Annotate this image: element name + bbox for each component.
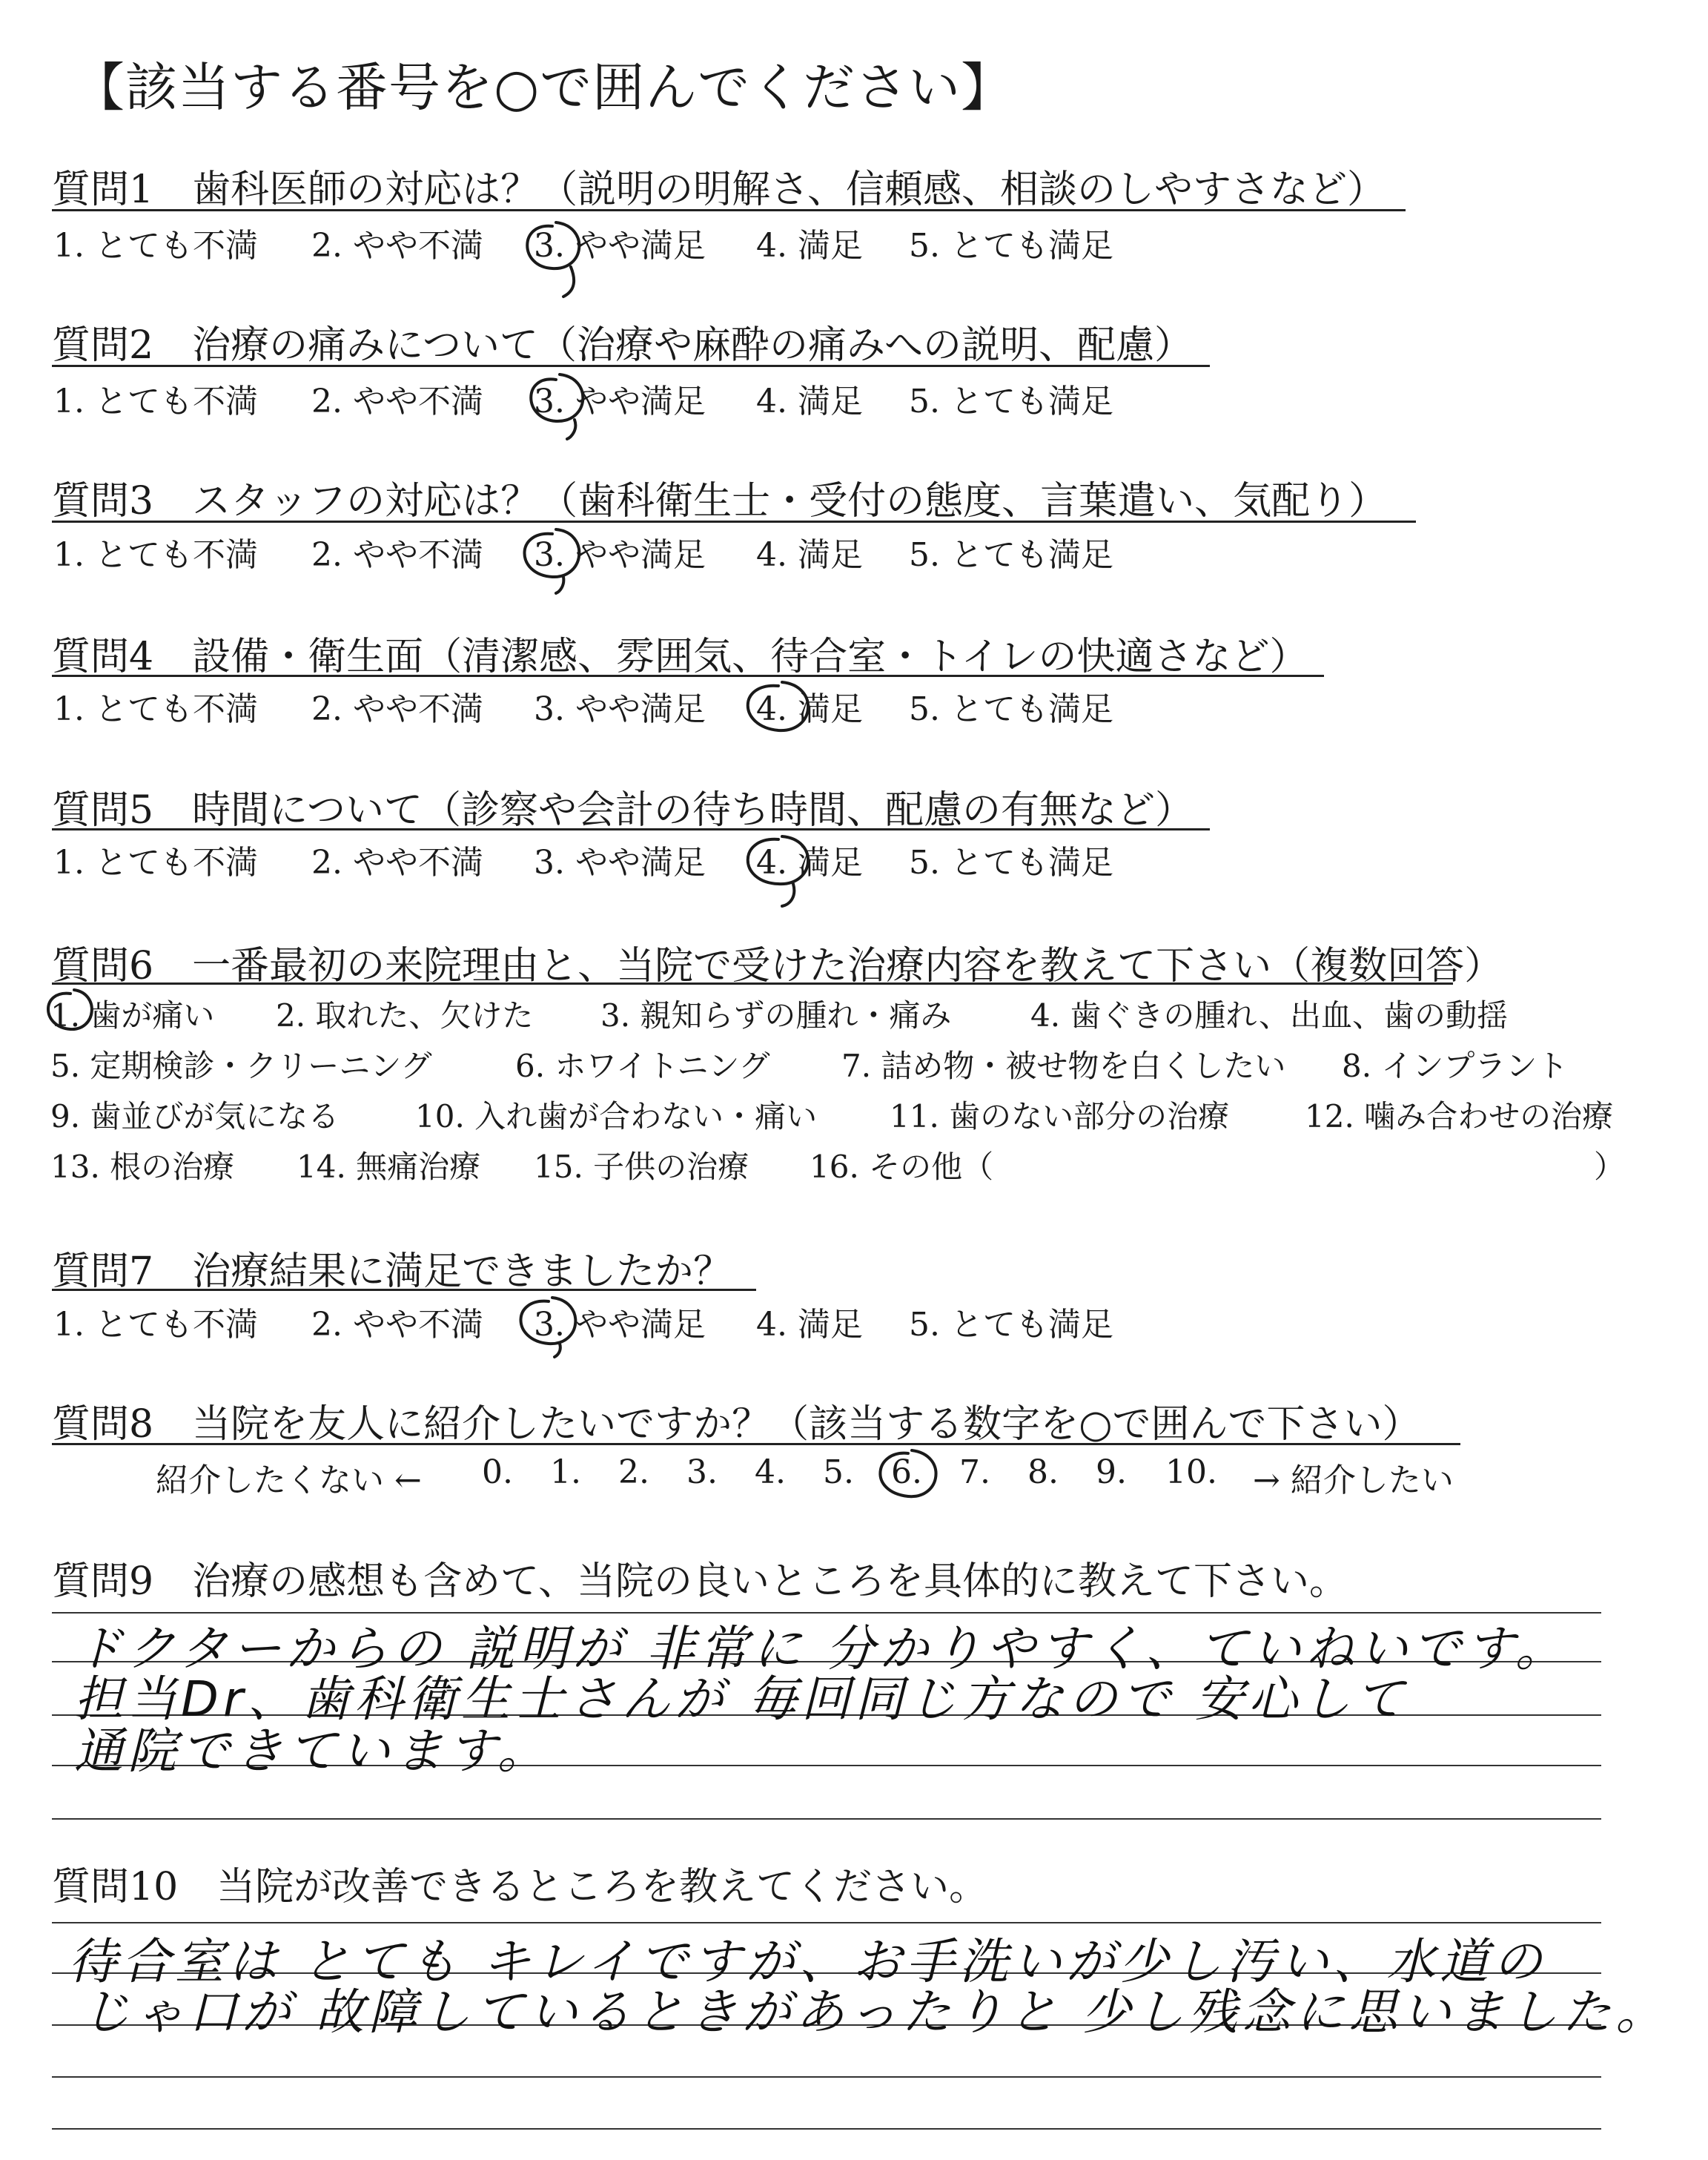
score-7[interactable]: 7.: [959, 1453, 990, 1491]
option-3[interactable]: 3. やや満足: [534, 844, 706, 882]
heading-underline: [52, 982, 1453, 985]
answer-rule: [52, 2128, 1601, 2130]
question-heading: 質問2 治療の痛みについて（治療や麻酔の痛みへの説明、配慮）: [52, 323, 1194, 368]
question-heading: 質問8 当院を友人に紹介したいですか？（該当する数字を○で囲んで下さい）: [52, 1402, 1421, 1447]
reason-11[interactable]: 11. 歯のない部分の治療: [890, 1098, 1230, 1135]
question-heading: 質問4 設備・衛生面（清潔感、雰囲気、待合室・トイレの快適さなど）: [52, 635, 1308, 679]
heading-underline: [52, 828, 1210, 830]
heading-underline: [52, 1443, 1460, 1445]
option-5[interactable]: 5. とても満足: [909, 844, 1113, 882]
option-1[interactable]: 1. とても不満: [53, 690, 258, 728]
score-6[interactable]: 6.: [891, 1453, 922, 1491]
answer-line-1[interactable]: ドクターからの 説明が 非常に 分かりやすく、ていねいです。: [74, 1620, 1569, 1677]
answer-line-3[interactable]: 通院できています。: [74, 1723, 551, 1780]
option-3[interactable]: 3. やや満足: [534, 690, 706, 728]
answer-rule: [52, 1818, 1601, 1820]
option-2[interactable]: 2. やや不満: [311, 383, 483, 420]
reason-1[interactable]: 1. 歯が痛い: [50, 997, 215, 1034]
score-4[interactable]: 4.: [755, 1453, 786, 1491]
reason-9[interactable]: 9. 歯並びが気になる: [50, 1098, 340, 1135]
heading-underline: [52, 1289, 756, 1291]
survey-title: 【該当する番号を○で囲んでください】: [73, 57, 1014, 118]
option-1[interactable]: 1. とても不満: [53, 1306, 258, 1344]
heading-underline: [52, 521, 1416, 523]
option-5[interactable]: 5. とても満足: [909, 383, 1113, 420]
option-5[interactable]: 5. とても満足: [909, 1306, 1113, 1344]
question-heading: 質問1 歯科医師の対応は？（説明の明解さ、信頼感、相談のしやすさなど）: [52, 168, 1386, 212]
option-3[interactable]: 3. やや満足: [534, 1306, 706, 1344]
score-8[interactable]: 8.: [1027, 1453, 1059, 1491]
option-2[interactable]: 2. やや不満: [311, 536, 483, 574]
score-3[interactable]: 3.: [686, 1453, 718, 1491]
reason-6[interactable]: 6. ホワイトニング: [515, 1048, 770, 1084]
reason-8[interactable]: 8. インプラント: [1342, 1048, 1569, 1084]
option-3[interactable]: 3. やや満足: [534, 536, 706, 574]
option-1[interactable]: 1. とても不満: [53, 844, 258, 882]
option-4[interactable]: 4. 満足: [756, 1306, 863, 1344]
score-0[interactable]: 0.: [482, 1453, 513, 1491]
option-3[interactable]: 3. やや満足: [534, 383, 706, 420]
reason-16[interactable]: 16. その他（: [810, 1149, 994, 1185]
question-heading: 質問3 スタッフの対応は？（歯科衛生士・受付の態度、言葉遣い、気配り）: [52, 479, 1388, 524]
option-4[interactable]: 4. 満足: [756, 844, 863, 882]
reason-7[interactable]: 7. 詰め物・被せ物を白くしたい: [841, 1048, 1286, 1084]
score-2[interactable]: 2.: [618, 1453, 649, 1491]
option-4[interactable]: 4. 満足: [756, 383, 863, 420]
option-1[interactable]: 1. とても不満: [53, 227, 258, 265]
option-1[interactable]: 1. とても不満: [53, 536, 258, 574]
answer-line-1[interactable]: 待合室は とても キレイですが、お手洗いが少し汚い、水道の: [68, 1933, 1546, 1990]
answer-rule: [52, 2076, 1601, 2078]
option-4[interactable]: 4. 満足: [756, 690, 863, 728]
option-2[interactable]: 2. やや不満: [311, 1306, 483, 1344]
score-5[interactable]: 5.: [823, 1453, 854, 1491]
heading-underline: [52, 209, 1406, 211]
option-4[interactable]: 4. 満足: [756, 536, 863, 574]
score-10[interactable]: 10.: [1165, 1453, 1217, 1491]
reason-2[interactable]: 2. 取れた、欠けた: [276, 997, 534, 1034]
reason-13[interactable]: 13. 根の治療: [50, 1149, 235, 1185]
heading-underline: [52, 675, 1324, 677]
option-5[interactable]: 5. とても満足: [909, 227, 1113, 265]
option-1[interactable]: 1. とても不満: [53, 383, 258, 420]
scale-left-label: 紹介したくない ←: [156, 1462, 422, 1499]
option-2[interactable]: 2. やや不満: [311, 844, 483, 882]
question-heading: 質問6 一番最初の来院理由と、当院で受けた治療内容を教えて下さい（複数回答）: [52, 944, 1503, 988]
option-3[interactable]: 3. やや満足: [534, 227, 706, 265]
heading-underline: [52, 365, 1210, 367]
reason-14[interactable]: 14. 無痛治療: [297, 1149, 481, 1185]
reason-12[interactable]: 12. 噛み合わせの治療: [1305, 1098, 1614, 1135]
option-2[interactable]: 2. やや不満: [311, 227, 483, 265]
reason-4[interactable]: 4. 歯ぐきの腫れ、出血、歯の動揺: [1030, 997, 1508, 1034]
score-1[interactable]: 1.: [550, 1453, 581, 1491]
question-heading: 質問9 治療の感想も含めて、当院の良いところを具体的に教えて下さい。: [52, 1559, 1348, 1604]
question-heading: 質問10 当院が改善できるところを教えてください。: [52, 1865, 988, 1909]
answer-line-2[interactable]: 担当Dr、歯科衛生士さんが 毎回同じ方なので 安心して: [74, 1671, 1409, 1728]
question-heading: 質問7 治療結果に満足できましたか？: [52, 1249, 732, 1294]
option-5[interactable]: 5. とても満足: [909, 536, 1113, 574]
reason-5[interactable]: 5. 定期検診・クリーニング: [50, 1048, 432, 1084]
score-9[interactable]: 9.: [1096, 1453, 1127, 1491]
option-2[interactable]: 2. やや不満: [311, 690, 483, 728]
answer-line-2[interactable]: じゃ口が 故障しているときがあったりと 少し残念に思いました。: [82, 1984, 1669, 2041]
option-4[interactable]: 4. 満足: [756, 227, 863, 265]
reason-15[interactable]: 15. 子供の治療: [534, 1149, 749, 1185]
scale-right-label: → 紹介したい: [1253, 1462, 1454, 1499]
other-close-paren: ）: [1594, 1149, 1626, 1185]
option-5[interactable]: 5. とても満足: [909, 690, 1113, 728]
question-heading: 質問5 時間について（診察や会計の待ち時間、配慮の有無など）: [52, 788, 1194, 833]
reason-10[interactable]: 10. 入れ歯が合わない・痛い: [415, 1098, 818, 1135]
reason-3[interactable]: 3. 親知らずの腫れ・痛み: [600, 997, 952, 1034]
